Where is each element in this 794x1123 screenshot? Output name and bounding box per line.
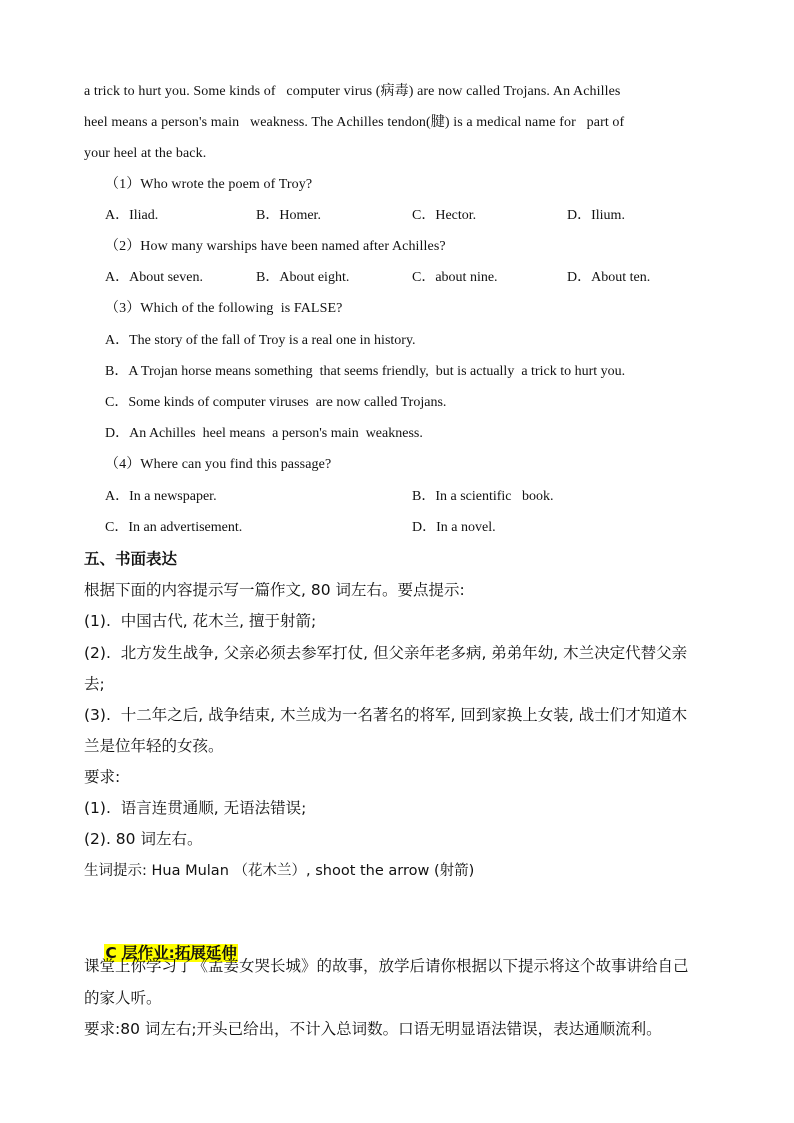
writing-intro: 根据下面的内容提示写一篇作文, 80 词左右。要点提示: — [84, 581, 465, 599]
section-heading-writing: 五、书面表达 — [84, 550, 178, 568]
layer-c-line-2: 的家人听。 — [84, 989, 162, 1007]
highlighted-heading: C 层作业:拓展延伸 — [105, 944, 237, 962]
question-2-stem: （2）How many warships have been named after Achilles? — [105, 239, 446, 254]
writing-vocab-hint: 生词提示: Hua Mulan （花木兰）, shoot the arrow (射箭) — [84, 863, 475, 879]
question-2-option-b: B．About eight. — [256, 270, 350, 285]
question-4-stem: （4）Where can you find this passage? — [105, 457, 332, 472]
question-3-option-b: B．A Trojan horse means something that seems friendly, but is actually a trick to hurt you. — [105, 364, 626, 379]
question-2-option-d: D．About ten. — [567, 270, 651, 285]
layer-c-line-3: 要求:80 词左右;开头已给出，不计入总词数。口语无明显语法错误，表达通顺流利。 — [84, 1020, 662, 1038]
writing-point-3-cont: 兰是位年轻的女孩。 — [84, 737, 224, 755]
question-1-option-a: A．Iliad. — [105, 208, 159, 223]
question-1-option-b: B．Homer. — [256, 208, 321, 223]
question-3-stem: （3）Which of the following is FALSE? — [105, 301, 343, 316]
writing-point-2-cont: 去; — [84, 675, 105, 693]
question-4-option-d: D．In a novel. — [412, 520, 496, 535]
question-1-option-c: C．Hector. — [412, 208, 477, 223]
writing-point-3: (3). 十二年之后, 战争结束, 木兰成为一名著名的将军, 回到家换上女装, 战士们才知道木 — [84, 706, 688, 724]
question-1-stem: （1）Who wrote the poem of Troy? — [105, 177, 313, 192]
writing-requirements-label: 要求: — [84, 768, 121, 786]
writing-requirement-1: (1). 语言连贯通顺, 无语法错误; — [84, 799, 307, 817]
question-4-option-c: C．In an advertisement. — [105, 520, 243, 535]
question-4-option-a: A．In a newspaper. — [105, 489, 217, 504]
question-4-option-b: B．In a scientific book. — [412, 489, 554, 504]
question-2-option-c: C．about nine. — [412, 270, 498, 285]
layer-c-line-1: 课堂上你学习了《孟姜女哭长城》的故事，放学后请你根据以下提示将这个故事讲给自己 — [84, 957, 689, 975]
question-2-option-a: A．About seven. — [105, 270, 203, 285]
passage-line-3: your heel at the back. — [84, 146, 207, 161]
writing-requirement-2: (2). 80 词左右。 — [84, 830, 203, 848]
passage-line-2: heel means a person's main weakness. The Achilles tendon(腱) is a medical name for part of — [84, 115, 625, 130]
question-1-option-d: D．Ilium. — [567, 208, 625, 223]
writing-point-2: (2). 北方发生战争, 父亲必须去参军打仗, 但父亲年老多病, 弟弟年幼, 木兰决定代替父亲 — [84, 644, 688, 662]
question-3-option-a: A．The story of the fall of Troy is a real one in history. — [105, 333, 416, 348]
passage-line-1: a trick to hurt you. Some kinds of computer virus (病毒) are now called Trojans. An Achilles — [84, 84, 621, 99]
writing-point-1: (1). 中国古代, 花木兰, 擅于射箭; — [84, 612, 317, 630]
question-3-option-d: D．An Achilles heel means a person's main weakness. — [105, 426, 423, 441]
question-3-option-c: C．Some kinds of computer viruses are now called Trojans. — [105, 395, 447, 410]
